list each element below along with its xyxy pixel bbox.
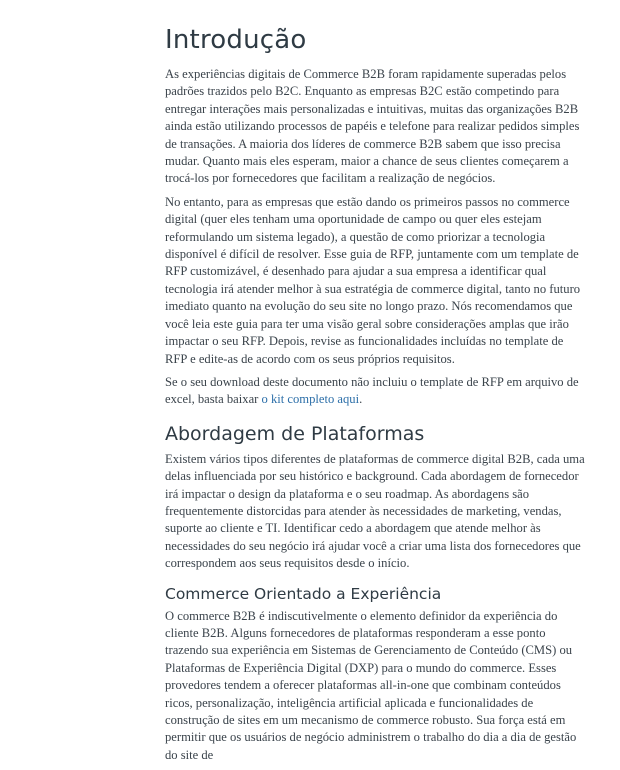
platforms-paragraph-1: Existem vários tipos diferentes de plataformas de commerce digital B2B, cada uma delas influenciada por seu histórico e background. Cada abordagem de fornecedor irá impactar o design da plataforma e o seu roadmap. As abordagens são frequentemente distorcidas para atender às necessidades de marketing, vendas, suporte ao cliente e TI. Identificar cedo a abordagem que atende melhor às necessidades do seu negócio irá ajudar você a criar uma lista dos fornecedores que correspondem aos seus requisitos desde o início.	[165, 451, 585, 571]
subsection-title-commerce-experiencia: Commerce Orientado a Experiência	[165, 584, 442, 603]
intro-paragraph-3-text: Se o seu download deste documento não incluiu o template de RFP em arquivo de excel, basta baixar	[165, 374, 579, 407]
section-title-introducao: Introdução	[165, 25, 307, 55]
intro-paragraph-3	[165, 374, 585, 409]
experience-paragraph-1: O commerce B2B é indiscutivelmente o elemento definidor da experiência do cliente B2B. Alguns fornecedores de plataformas responderam a esse ponto trazendo sua experiência em Sistemas de Gerenciamento de Conteúdo (CMS) ou Plataformas de Experiência Digital (DXP) para o mundo do commerce. Esses provedores tendem a oferecer plataformas all-in-one que combinam conteúdos ricos, personalização, inteligência artificial aplicada e funcionalidades de construção de sites em um mecanismo de commerce robusto. Sua força está em permitir que os usuários de negócio administrem o trabalho do dia a dia de gestão do site de	[165, 608, 577, 762]
intro-paragraph-3-end: .	[359, 392, 363, 407]
intro-paragraph-1: As experiências digitais de Commerce B2B foram rapidamente superadas pelos padrões trazidos pelo B2C. Enquanto as empresas B2C estão competindo para entregar interações mais personalizadas e intuitivas, muitas das organizações B2B ainda estão utilizando processos de papéis e telefone para realizar pedidos simples de transações. A maioria dos líderes de commerce B2B sabem que isso precisa mudar. Quanto mais eles esperam, maior a chance de seus clientes começarem a trocá-los por fornecedores que facilitam a realização de negócios.	[165, 67, 580, 186]
intro-paragraph-2: No entanto, para as empresas que estão dando os primeiros passos no commerce digital (quer eles tenham uma oportunidade de campo ou quer eles estejam reformulando um sistema legado), a questão de como priorizar a tecnologia disponível é difícil de resolver. Esse guia de RFP, juntamente com um template de RFP customizável, é desenhado para ajudar a sua empresa a identificar qual tecnologia irá atender melhor à sua estratégia de commerce digital, tanto no futuro imediato quanto na evolução do seu site no longo prazo. Nós recomendamos que você leia este guia para ter uma visão geral sobre considerações amplas que irão impactar o seu RFP. Depois, revise as funcionalidades incluídas no template de RFP e edite-as de acordo com os seus próprios requisitos.	[165, 194, 581, 366]
document-content	[165, 22, 585, 770]
download-kit-link[interactable]: o kit completo aqui	[261, 392, 360, 407]
section-title-abordagem-plataformas: Abordagem de Plataformas	[165, 422, 425, 445]
